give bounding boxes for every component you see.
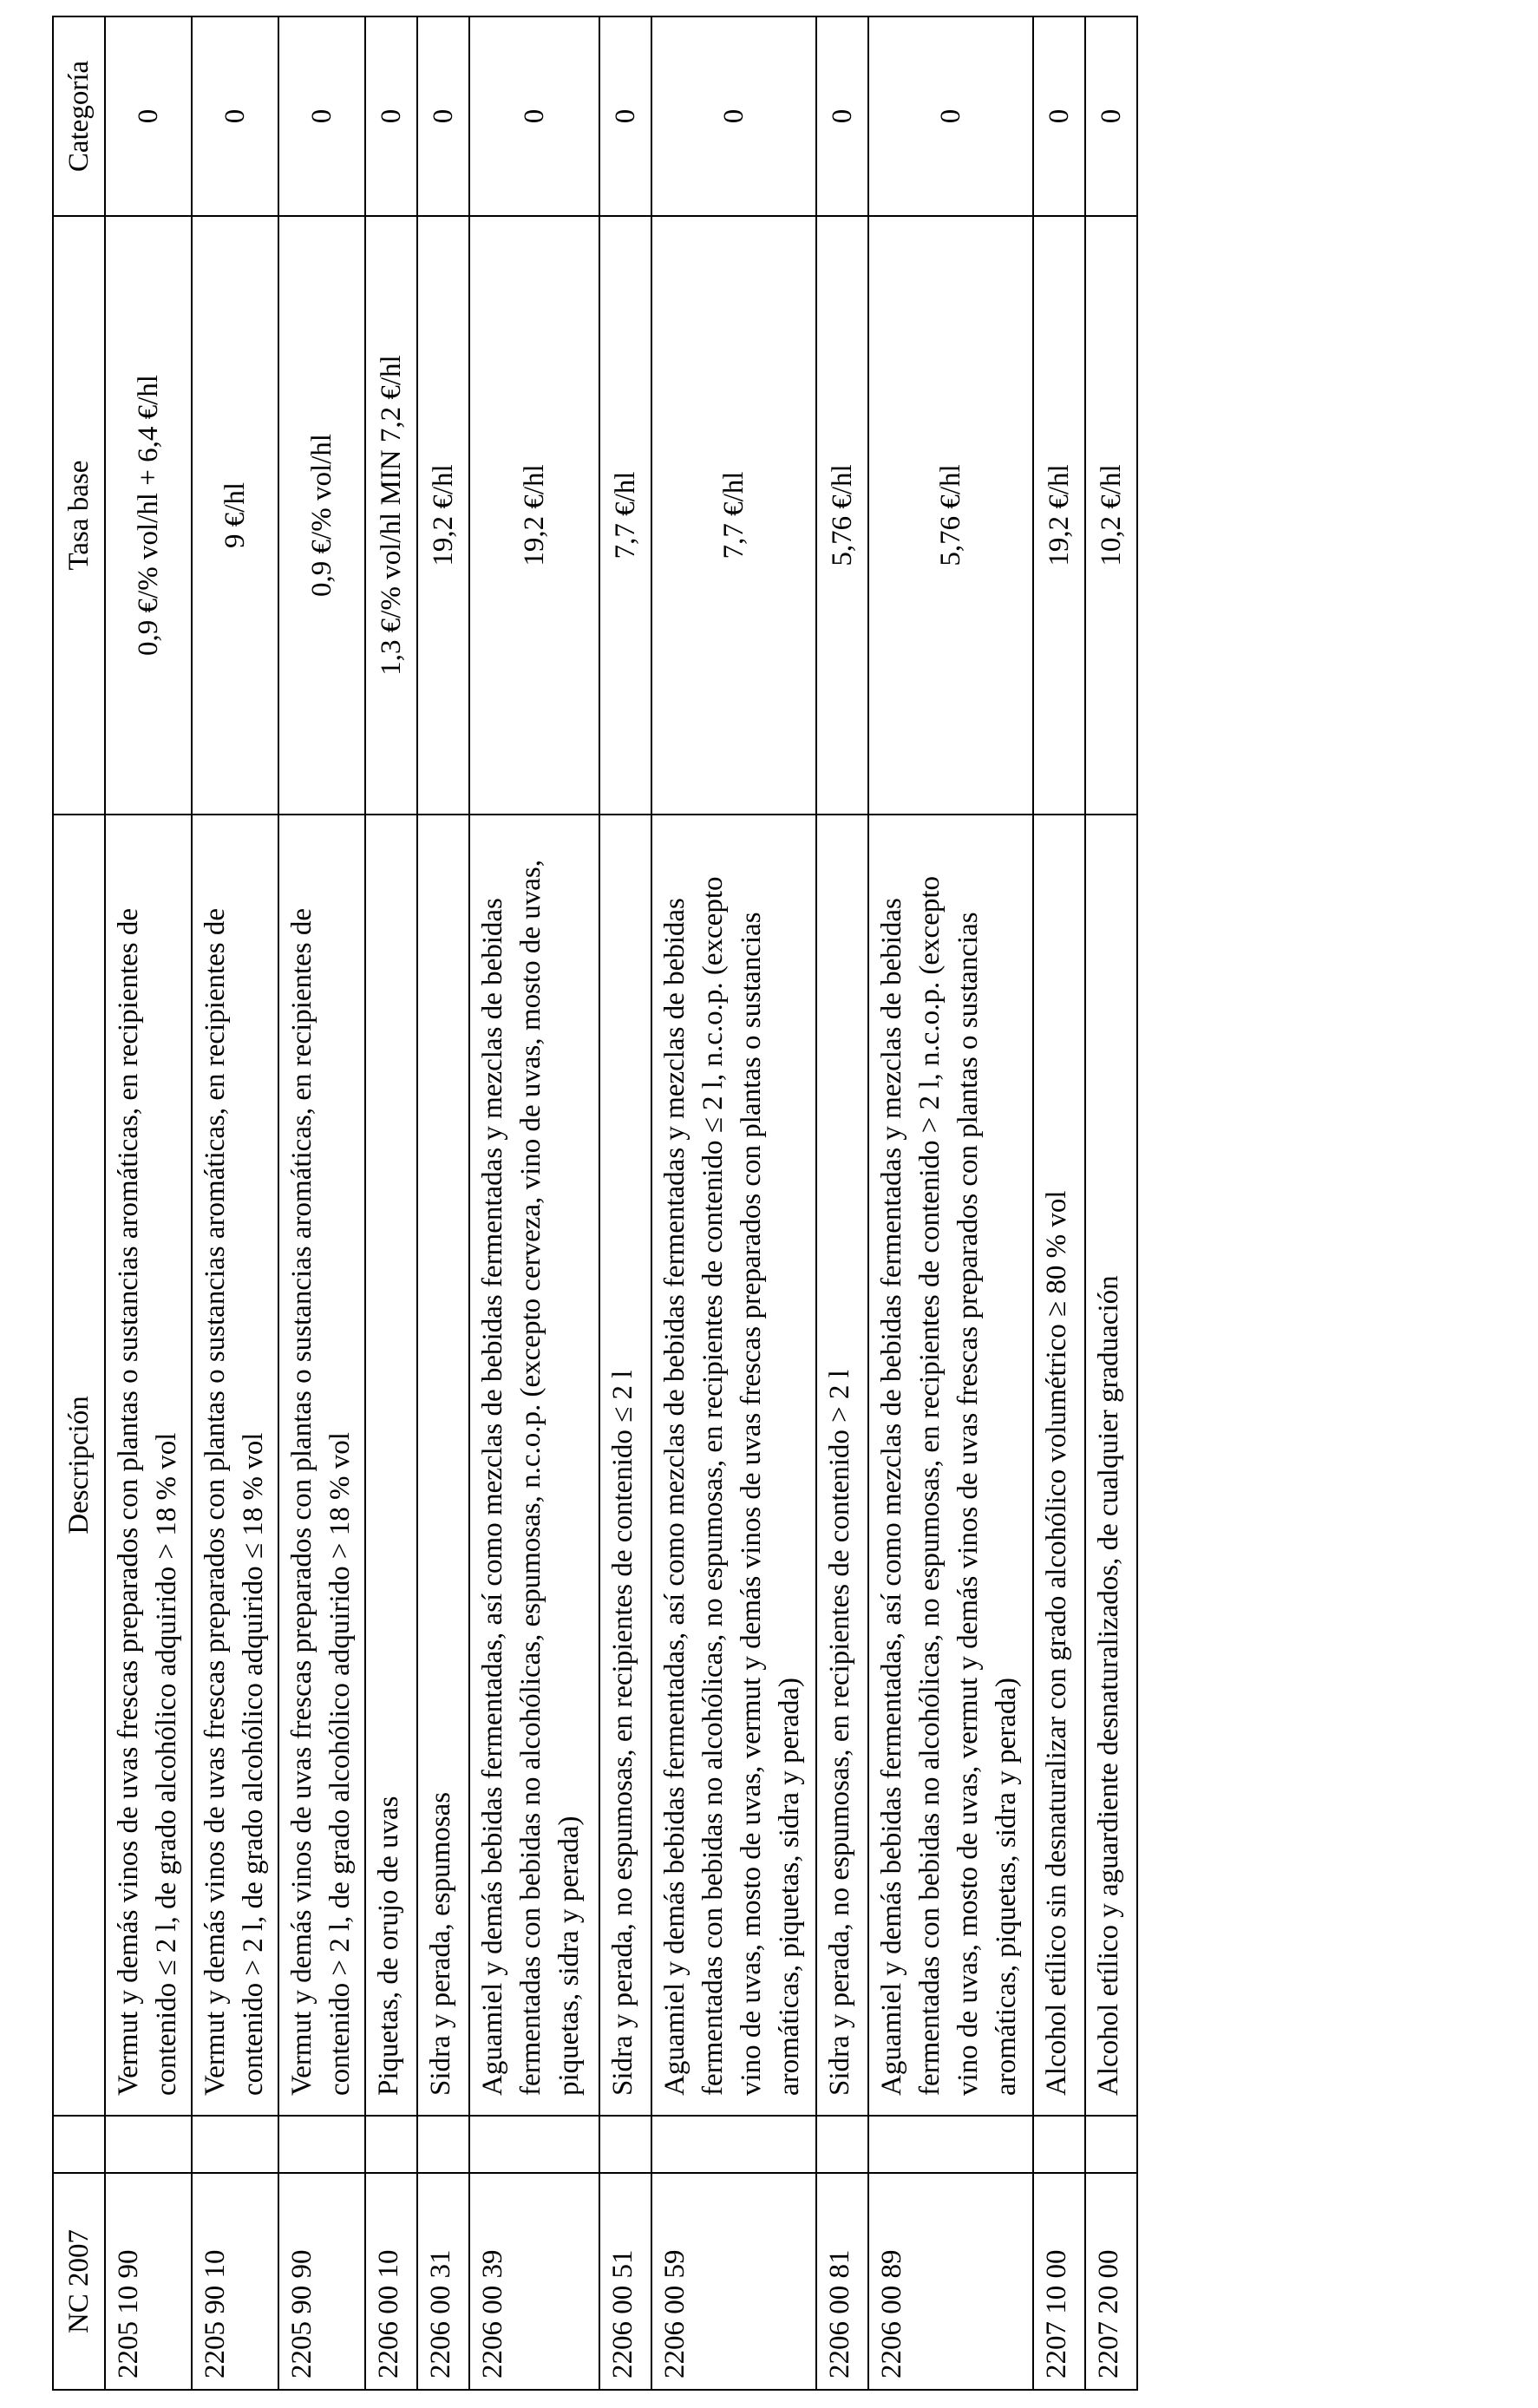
cell-description: Aguamiel y demás bebidas fermentadas, así como mezclas de bebidas fermentadas y mezclas de bebidas fermentadas con bebidas no alcohólicas, no espumosas, en recipientes de contenido > 2 l, n.c.o.p. (excepto vino de uvas, mosto de uvas, vermut y demás vinos de uvas frescas preparados con plantas o sustancias aromáticas, piquetas, sidra y perada) — [868, 815, 1033, 2116]
cell-category: 0 — [278, 16, 365, 216]
cell-code: 2206 00 31 — [417, 2173, 469, 2390]
table-header-row — [53, 16, 105, 2390]
header-rate: Tasa base — [53, 216, 105, 815]
cell-code: 2205 90 90 — [278, 2173, 365, 2390]
cell-description: Sidra y perada, espumosas — [417, 815, 469, 2116]
cell-rate: 0,9 €/% vol/hl — [278, 216, 365, 815]
cell-category: 0 — [599, 16, 651, 216]
cell-spacer — [816, 2116, 868, 2173]
cell-code: 2206 00 51 — [599, 2173, 651, 2390]
cell-category: 0 — [192, 16, 278, 216]
cell-rate: 19,2 €/hl — [417, 216, 469, 815]
cell-spacer — [278, 2116, 365, 2173]
cell-description: Vermut y demás vinos de uvas frescas preparados con plantas o sustancias aromáticas, en recipientes de contenido ≤ 2 l, de grado alcohólico adquirido > 18 % vol — [105, 815, 192, 2116]
cell-description: Sidra y perada, no espumosas, en recipientes de contenido > 2 l — [816, 815, 868, 2116]
cell-spacer — [599, 2116, 651, 2173]
cell-spacer — [365, 2116, 417, 2173]
cell-description: Alcohol etílico sin desnaturalizar con grado alcohólico volumétrico ≥ 80 % vol — [1033, 815, 1085, 2116]
table-row — [651, 16, 816, 2390]
cell-rate: 5,76 €/hl — [816, 216, 868, 815]
table-row — [192, 16, 278, 2390]
cell-spacer — [1033, 2116, 1085, 2173]
table-row — [868, 16, 1033, 2390]
cell-spacer — [469, 2116, 599, 2173]
cell-code: 2207 20 00 — [1085, 2173, 1137, 2390]
header-code: NC 2007 — [53, 2173, 105, 2390]
rotated-table-wrapper — [52, 17, 1131, 2391]
table-body — [105, 16, 1137, 2390]
cell-category: 0 — [417, 16, 469, 216]
tariff-table — [52, 16, 1138, 2391]
table-row — [469, 16, 599, 2390]
table-row — [105, 16, 192, 2390]
cell-rate: 7,7 €/hl — [651, 216, 816, 815]
cell-spacer — [192, 2116, 278, 2173]
table-row — [417, 16, 469, 2390]
cell-description: Vermut y demás vinos de uvas frescas preparados con plantas o sustancias aromáticas, en recipientes de contenido > 2 l, de grado alcohólico adquirido > 18 % vol — [278, 815, 365, 2116]
cell-code: 2206 00 59 — [651, 2173, 816, 2390]
cell-spacer — [651, 2116, 816, 2173]
cell-code: 2205 90 10 — [192, 2173, 278, 2390]
cell-description: Aguamiel y demás bebidas fermentadas, así como mezclas de bebidas fermentadas y mezclas de bebidas fermentadas con bebidas no alcohólicas, no espumosas, en recipientes de contenido ≤ 2 l, n.c.o.p. (excepto vino de uvas, mosto de uvas, vermut y demás vinos de uvas frescas preparados con plantas o sustancias aromáticas, piquetas, sidra y perada) — [651, 815, 816, 2116]
header-category: Categoría — [53, 16, 105, 216]
cell-category: 0 — [469, 16, 599, 216]
table-row — [1033, 16, 1085, 2390]
cell-category: 0 — [1085, 16, 1137, 216]
cell-code: 2206 00 81 — [816, 2173, 868, 2390]
table-row — [278, 16, 365, 2390]
cell-code: 2207 10 00 — [1033, 2173, 1085, 2390]
cell-spacer — [1085, 2116, 1137, 2173]
cell-rate: 19,2 €/hl — [1033, 216, 1085, 815]
cell-category: 0 — [105, 16, 192, 216]
cell-spacer — [417, 2116, 469, 2173]
table-row — [599, 16, 651, 2390]
cell-category: 0 — [651, 16, 816, 216]
cell-code: 2206 00 89 — [868, 2173, 1033, 2390]
cell-description: Piquetas, de orujo de uvas — [365, 815, 417, 2116]
table-row — [1085, 16, 1137, 2390]
cell-rate: 19,2 €/hl — [469, 216, 599, 815]
cell-description: Alcohol etílico y aguardiente desnaturalizados, de cualquier graduación — [1085, 815, 1137, 2116]
cell-rate: 7,7 €/hl — [599, 216, 651, 815]
cell-rate: 9 €/hl — [192, 216, 278, 815]
cell-description: Aguamiel y demás bebidas fermentadas, así como mezclas de bebidas fermentadas y mezclas de bebidas fermentadas con bebidas no alcohólicas, espumosas, n.c.o.p. (excepto cerveza, vino de uvas, mosto de uvas, piquetas, sidra y perada) — [469, 815, 599, 2116]
cell-description: Vermut y demás vinos de uvas frescas preparados con plantas o sustancias aromáticas, en recipientes de contenido > 2 l, de grado alcohólico adquirido ≤ 18 % vol — [192, 815, 278, 2116]
cell-description: Sidra y perada, no espumosas, en recipientes de contenido ≤ 2 l — [599, 815, 651, 2116]
cell-code: 2206 00 39 — [469, 2173, 599, 2390]
cell-category: 0 — [1033, 16, 1085, 216]
table-row — [365, 16, 417, 2390]
cell-code: 2206 00 10 — [365, 2173, 417, 2390]
table-row — [816, 16, 868, 2390]
header-description: Descripción — [53, 815, 105, 2116]
cell-category: 0 — [868, 16, 1033, 216]
cell-spacer — [105, 2116, 192, 2173]
cell-rate: 1,3 €/% vol/hl MIN 7,2 €/hl — [365, 216, 417, 815]
cell-rate: 10,2 €/hl — [1085, 216, 1137, 815]
cell-spacer — [868, 2116, 1033, 2173]
cell-code: 2205 10 90 — [105, 2173, 192, 2390]
cell-category: 0 — [365, 16, 417, 216]
cell-category: 0 — [816, 16, 868, 216]
cell-rate: 0,9 €/% vol/hl + 6,4 €/hl — [105, 216, 192, 815]
header-spacer — [53, 2116, 105, 2173]
cell-rate: 5,76 €/hl — [868, 216, 1033, 815]
